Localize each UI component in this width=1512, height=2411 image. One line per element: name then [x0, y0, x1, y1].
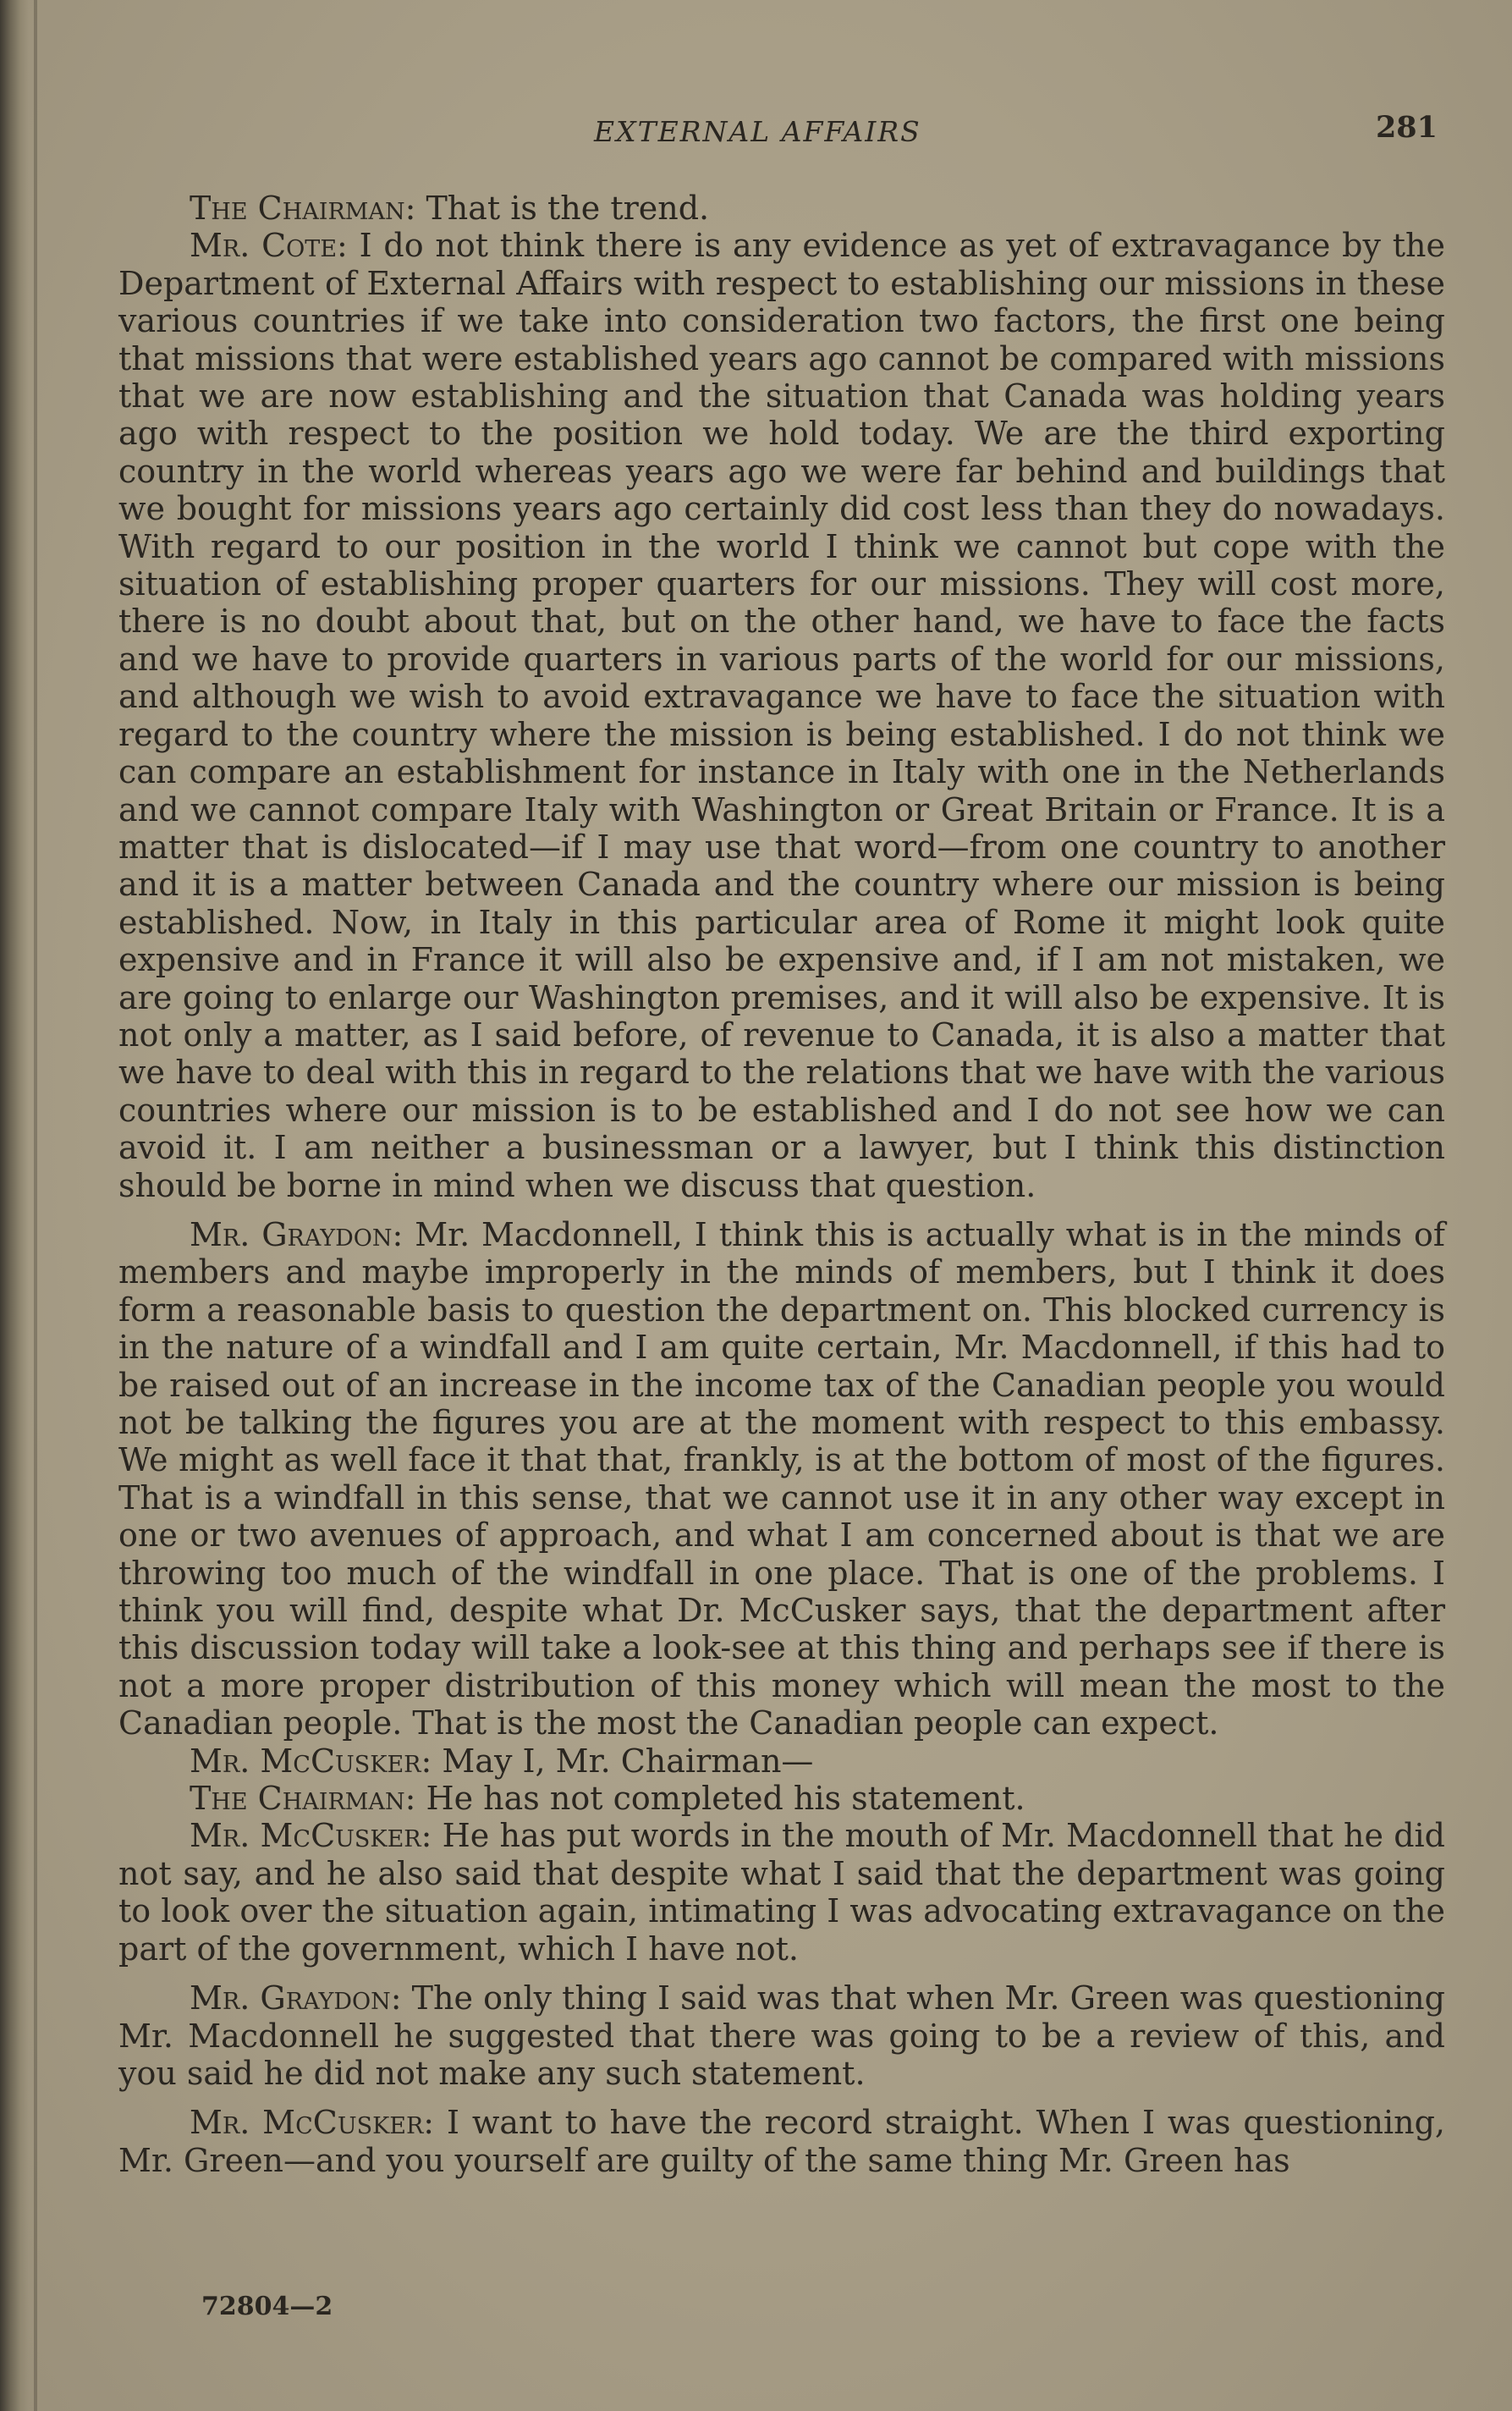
speaker-label: Mr. McCusker:: [190, 1742, 432, 1780]
running-head: EXTERNAL AFFAIRS: [594, 115, 921, 148]
speaker-label: Mr. Graydon:: [190, 1979, 402, 2017]
paragraph: [118, 1817, 1445, 1968]
page-number: 281: [1375, 110, 1438, 145]
speaker-label: Mr. McCusker:: [190, 1817, 432, 1855]
speaker-label: The Chairman:: [190, 1780, 416, 1818]
speaker-label: Mr. Graydon:: [190, 1215, 404, 1253]
paragraph: [118, 190, 1445, 227]
paragraph-text: I do not think there is any evidence as yet of extravagance by the Department of External Affairs with respect to establishing our missions in these various countries if we take into consideration two factors, the first one being that missions that were established years ago cannot be compared with missions that we are now establishing and the situation that Canada was holding years ago with respect to the position we hold today. We are the third exporting country in the world whereas years ago we were far behind and buildings that we bought for missions years ago certainly did cost less than they do nowadays. With regard to our position in the world I think we cannot but cope with the situation of establishing proper quarters for our missions. They will cost more, there is no doubt about that, but on the other hand, we have to face the facts and we have to provide quarters in various parts of the world for our missions, and although we wish to avoid extravagance we have to face the situation with regard to the country where the mission is being established. I do not think we can compare an establishment for instance in Italy with one in the Netherlands and we cannot compare Italy with Washington or Great Britain or France. It is a matter that is dislocated—if I may use that word—from one country to another and it is a matter between Canada and the country where our mission is being established. Now, in Italy in this particular area of Rome it might look quite expensive and in France it will also be expensive and, if I am not mistaken, we are going to enlarge our Washington premises, and it will also be expensive. It is not only a matter, as I said before, of revenue to Canada, it is also a matter that we have to deal with this in regard to the relations that we have with the various countries where our mission is to be established and I do not see how we can avoid it. I am neither a businessman or a lawyer, but I think this distinction should be borne in mind when we discuss that question.: [118, 227, 1445, 1204]
speaker-label: Mr. McCusker:: [190, 2104, 435, 2142]
paragraph: [118, 1780, 1445, 1817]
paragraph-text: The only thing I said was that when Mr. Green was questioning Mr. Macdonnell he suggested that there was going to be a review of this, and you said he did not make any such statement.: [118, 1979, 1445, 2092]
paragraph-text: He has not completed his statement.: [415, 1780, 1025, 1818]
page-binding-edge: [0, 0, 29, 2411]
paragraph: [118, 1979, 1445, 2092]
page-header: [118, 108, 1438, 151]
speaker-label: The Chairman:: [190, 190, 416, 227]
paragraph-text: May I, Mr. Chairman—: [432, 1742, 814, 1780]
paragraph-text: That is the trend.: [415, 190, 710, 227]
paragraph-text: He has put words in the mouth of Mr. Macdonnell that he did not say, and he also said that despite what I said that the department was going to look over the situation again, intimating I was advocating extravagance on the part of the government, which I have not.: [118, 1817, 1445, 1968]
page-body: [118, 190, 1445, 2179]
paragraph: [118, 1216, 1445, 1742]
paragraph: [118, 1742, 1445, 1780]
paragraph: [118, 227, 1445, 1204]
printer-signature: 72804—2: [201, 2292, 333, 2321]
paragraph-text: I want to have the record straight. When I was questioning, Mr. Green—and you yourself are guilty of the same thing Mr. Green has: [118, 2104, 1445, 2179]
paragraph: [118, 2104, 1445, 2179]
binding-shadow: [34, 0, 37, 2411]
paragraph-text: Mr. Macdonnell, I think this is actually what is in the minds of members and maybe improperly in the minds of members, but I think it does form a reasonable basis to question the department on. This blocked currency is in the nature of a windfall and I am quite certain, Mr. Macdonnell, if this had to be raised out of an increase in the income tax of the Canadian people you would not be talking the figures you are at the moment with respect to this embassy. We might as well face it that that, frankly, is at the bottom of most of the figures. That is a windfall in this sense, that we cannot use it in any other way except in one or two avenues of approach, and what I am concerned about is that we are throwing too much of the windfall in one place. That is one of the problems. I think you will find, despite what Dr. McCusker says, that the department after this discussion today will take a look-see at this thing and perhaps see if there is not a more proper distribution of this money which will mean the most to the Canadian people. That is the most the Canadian people can expect.: [118, 1215, 1445, 1742]
speaker-label: Mr. Cote:: [190, 227, 348, 265]
